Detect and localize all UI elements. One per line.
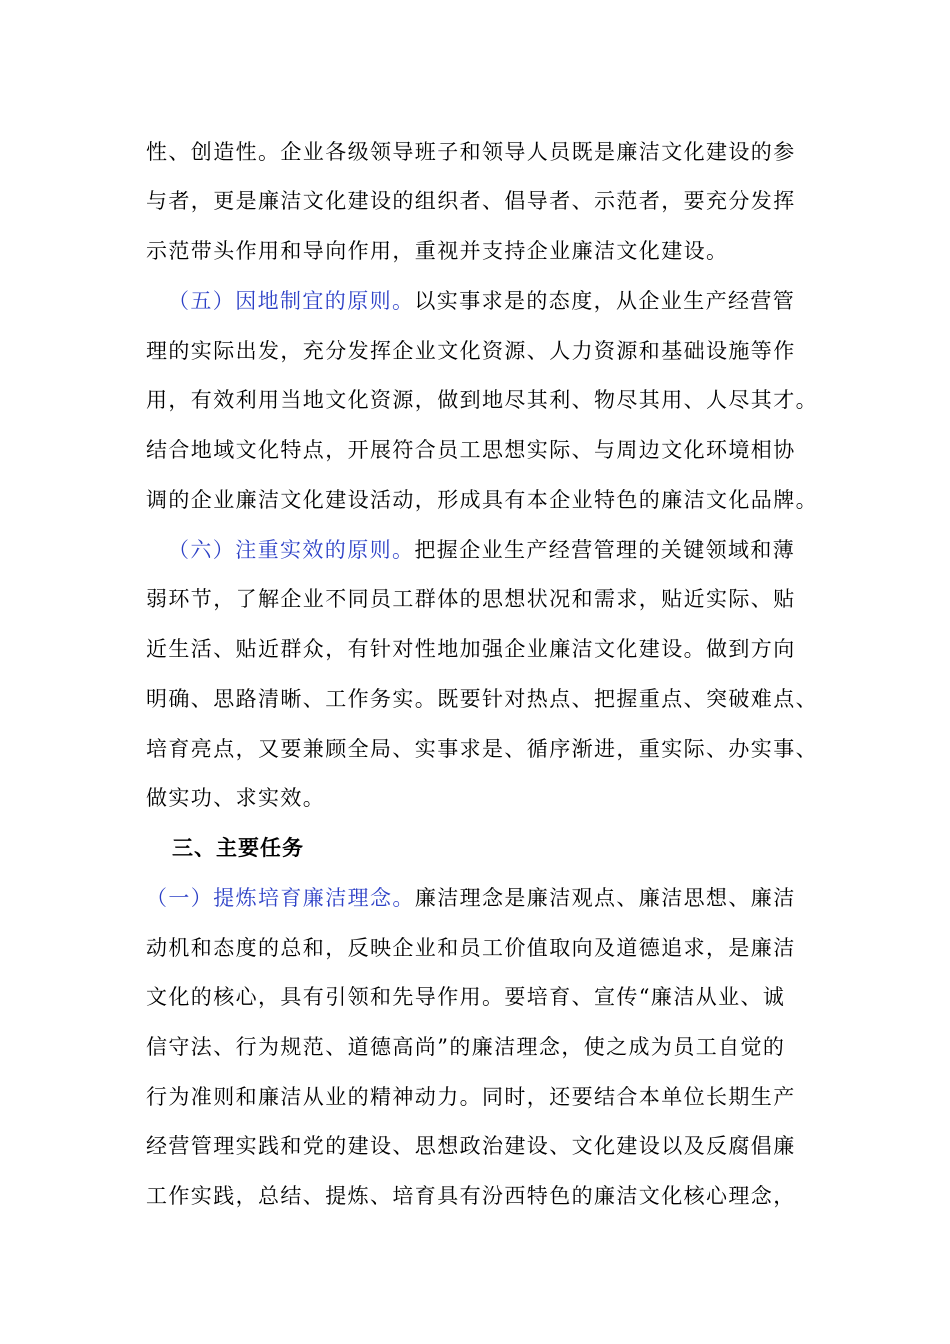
paragraph-line: 调的企业廉洁文化建设活动，形成具有本企业特色的廉洁文化品牌。 <box>146 488 818 512</box>
paragraph-line: 培育亮点，又要兼顾全局、实事求是、循序渐进，重实际、办实事、 <box>146 737 818 761</box>
subheading-five: （五）因地制宜的原则。 <box>168 289 415 313</box>
paragraph-line: 经营管理实践和党的建设、思想政治建设、文化建设以及反腐倡廉 <box>146 1134 796 1158</box>
paragraph-text: 把握企业生产经营管理的关键领域和薄 <box>414 538 796 562</box>
section-heading: 三、主要任务 <box>172 835 304 860</box>
subheading-one: （一）提炼培育廉洁理念。 <box>146 886 415 910</box>
paragraph-line: 近生活、贴近群众，有针对性地加强企业廉洁文化建设。做到方向 <box>146 637 796 661</box>
paragraph-line: 行为准则和廉洁从业的精神动力。同时，还要结合本单位长期生产 <box>146 1085 796 1109</box>
paragraph-line: 与者，更是廉洁文化建设的组织者、倡导者、示范者，要充分发挥 <box>146 189 796 213</box>
paragraph-line: 弱环节，了解企业不同员工群体的思想状况和需求，贴近实际、贴 <box>146 587 796 611</box>
paragraph-line <box>146 883 836 913</box>
paragraph-line <box>168 535 838 565</box>
paragraph-line: 动机和态度的总和，反映企业和员工价值取向及道德追求，是廉洁 <box>146 936 796 960</box>
subheading-six: （六）注重实效的原则。 <box>168 538 415 562</box>
paragraph-text: 廉洁理念是廉洁观点、廉洁思想、廉洁 <box>414 886 796 910</box>
paragraph-line: 工作实践，总结、提炼、培育具有汾西特色的廉洁文化核心理念， <box>146 1184 796 1208</box>
paragraph-line <box>168 286 838 316</box>
paragraph-line: 信守法、行为规范、道德高尚”的廉洁理念，使之成为员工自觉的 <box>146 1035 786 1059</box>
paragraph-line: 明确、思路清晰、工作务实。既要针对热点、把握重点、突破难点、 <box>146 687 818 711</box>
paragraph-line: 做实功、求实效。 <box>146 786 326 810</box>
paragraph-line: 用，有效利用当地文化资源，做到地尽其利、物尽其用、人尽其才。 <box>146 388 818 412</box>
paragraph-text: 以实事求是的态度，从企业生产经营管 <box>414 289 796 313</box>
paragraph-line: 文化的核心，具有引领和先导作用。要培育、宣传“廉洁从业、诚 <box>146 985 786 1009</box>
paragraph-line: 性、创造性。企业各级领导班子和领导人员既是廉洁文化建设的参 <box>146 140 796 164</box>
paragraph-line: 示范带头作用和导向作用，重视并支持企业廉洁文化建设。 <box>146 239 729 263</box>
paragraph-line: 结合地域文化特点，开展符合员工思想实际、与周边文化环境相协 <box>146 438 796 462</box>
paragraph-line: 理的实际出发，充分发挥企业文化资源、人力资源和基础设施等作 <box>146 339 796 363</box>
